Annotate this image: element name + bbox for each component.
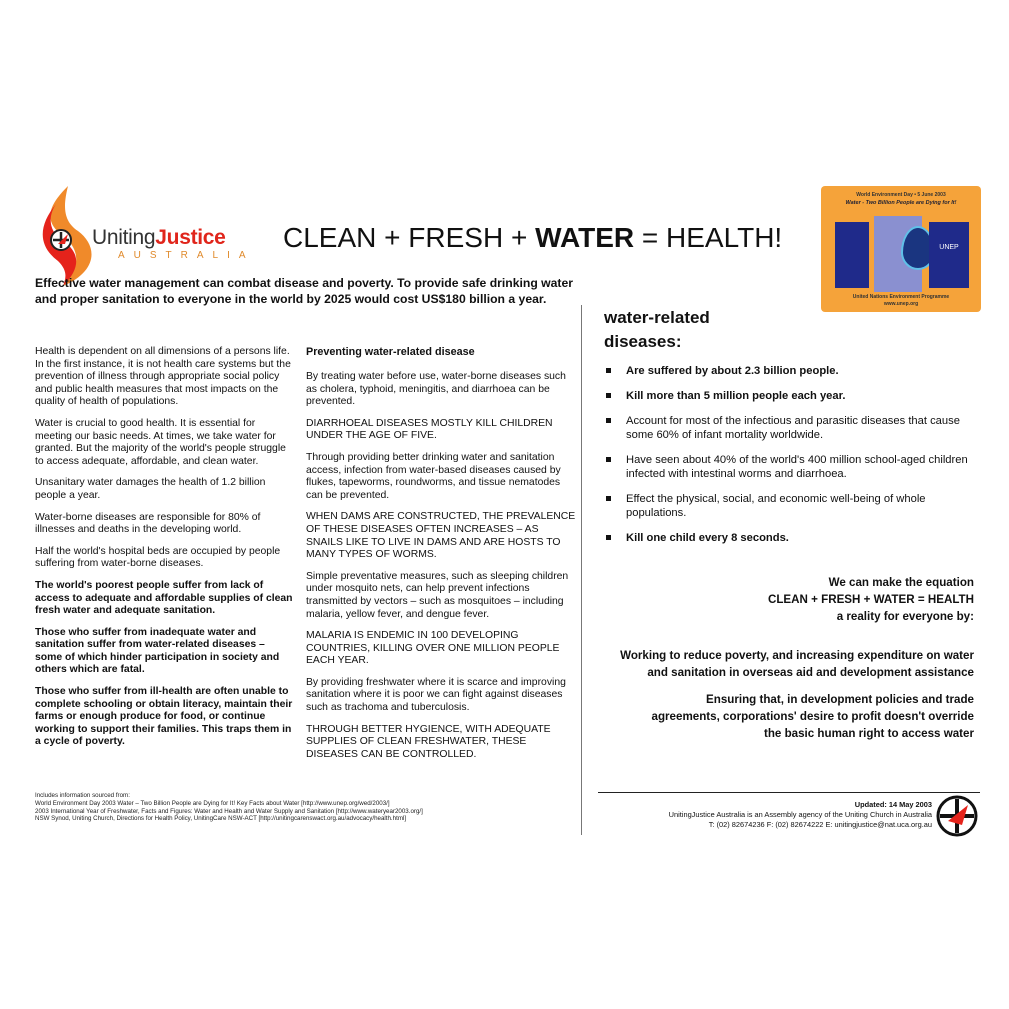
call-to-action: We can make the equation CLEAN + FRESH + WATER = HEALTH a reality for everyone by: Working to reduce poverty, and increasing expenditure on water and sanitation in overseas aid and development assistance Ensuring that, in development policies and trade agreements, corporations' desire to profit doesn't override the basic human right to access water <box>600 574 974 752</box>
left-column <box>35 346 293 758</box>
sources: Includes information sourced from: World Environment Day 2003 Water – Two Billion People are Dying for It! Key Facts about Water [http://www.unep.org/wed/2003/] 2003 International Year of Freshwater, Facts and Figures: Water and Health and Water Supply and Sanitation [http://www.wateryear2003.org/] NSW Synod, Uniting Church, Directions for Health Policy, UnitingCare NSW-ACT [http://unitingcarenswact.org.au/advocacy/health.html] <box>35 792 423 823</box>
paragraph: Water-borne diseases are responsible for 80% of illnesses and deaths in the developing world. <box>35 511 261 536</box>
intro-statement: Effective water management can combat disease and poverty. To provide safe drinking water and proper sanitation to everyone in the world by 2025 would cost US$180 billion a year. <box>35 276 573 306</box>
paragraph: By providing freshwater where it is scarce and improving sanitation where it is poor we can fight against diseases such as trachoma and tuberculosis. <box>306 676 566 714</box>
paragraph: Half the world's hospital beds are occupied by people suffering from water-borne diseases. <box>35 545 281 570</box>
paragraph: THROUGH BETTER HYGIENCE, WITH ADEQUATE SUPPLIES OF CLEAN FRESHWATER, THESE DISEASES CAN BE CONTROLLED. <box>306 723 551 760</box>
paragraph: Through providing better drinking water and sanitation access, infection from water-based diseases caused by flukes, tapeworms, roundworms, and tissue nematodes can be prevented. <box>306 451 561 501</box>
paragraph: Health is dependent on all dimensions of a persons life. In the first instance, it is not health care systems but the prevention of illness through appropriate social policy and public health measures that most impacts on the quality of health of populations. <box>35 346 291 408</box>
section-heading: Preventing water-related disease <box>306 346 475 358</box>
list-item: Have seen about 40% of the world's 400 million school-aged children infected with intestinal worms and diarrhoea. <box>606 453 976 481</box>
list-item: Account for most of the infectious and parasitic diseases that cause some 60% of infant mortality worldwide. <box>606 414 976 442</box>
column-divider <box>581 305 582 835</box>
paragraph: WHEN DAMS ARE CONSTRUCTED, THE PREVALENCE OF THESE DISEASES OFTEN INCREASES – AS SNAILS LIKE TO LIVE IN DAMS AND ARE HOSTS TO MANY TYPES OF WORMS. <box>306 511 576 561</box>
action-item: Working to reduce poverty, and increasing expenditure on water and sanitation in overseas aid and development assistance <box>620 649 974 679</box>
paragraph: DIARRHOEAL DISEASES MOSTLY KILL CHILDREN UNDER THE AGE OF FIVE. <box>306 417 553 442</box>
list-item: Kill more than 5 million people each year. <box>606 389 976 403</box>
world-environment-day-badge: World Environment Day • 5 June 2003 Water - Two Billion People are Dying for It! UNEP United Nations Environment Programme www.unep.org <box>821 186 981 312</box>
logo-wordmark: UnitingJustice <box>92 226 226 249</box>
flame-logo <box>38 186 98 286</box>
footer-divider <box>598 792 980 793</box>
list-item: Are suffered by about 2.3 billion people. <box>606 364 976 378</box>
paragraph: MALARIA IS ENDEMIC IN 100 DEVELOPING COUNTRIES, KILLING OVER ONE MILLION PEOPLE EACH YEAR. <box>306 630 560 667</box>
footer-contact: Updated: 14 May 2003 UnitingJustice Australia is an Assembly agency of the Uniting Church in Australia T: (02) 82674236 F: (02) 82674222 E: unitingjustice@nat.uca.org.au <box>668 800 932 829</box>
list-item: Kill one child every 8 seconds. <box>606 531 976 545</box>
paragraph: The world's poorest people suffer from lack of access to adequate and affordable supplies of clean fresh water and adequate sanitation. <box>35 579 293 617</box>
list-item: Effect the physical, social, and economic well-being of whole populations. <box>606 492 976 520</box>
paragraph: Those who suffer from inadequate water and sanitation suffer from water-related diseases – some of which hinder participation in society and others which are fatal. <box>35 626 280 676</box>
page-title: CLEAN + FRESH + WATER = HEALTH! <box>283 222 783 253</box>
right-section-title: water-related diseases: <box>604 308 710 351</box>
paragraph: Unsanitary water damages the health of 1.2 billion people a year. <box>35 477 266 501</box>
uniting-church-emblem-icon <box>936 795 978 842</box>
paragraph: Water is crucial to good health. It is essential for meeting our basic needs. At times, we take water for granted. But the majority of the world's people struggle to access adequate, affordable, and clean water. <box>35 417 286 467</box>
middle-column <box>306 346 576 770</box>
paragraph: Simple preventative measures, such as sleeping children under mosquito nets, can help prevent infections transmitted by vectors – such as mosquitoes – including malaria, yellow fever, and dengue fever. <box>306 570 569 620</box>
disease-facts-list <box>606 364 976 556</box>
paragraph: Those who suffer from ill-health are often unable to complete schooling or obtain literacy, maintain their farms or enough produce for food, or continue working to support their families. This traps them in a cycle of poverty. <box>35 686 293 748</box>
action-item: Ensuring that, in development policies and trade agreements, corporations' desire to profit doesn't override the basic human right to access water <box>651 693 974 740</box>
logo-subtitle: AUSTRALIA <box>118 250 255 261</box>
paragraph: By treating water before use, water-borne diseases such as cholera, typhoid, meningitis, and diarrhoea can be prevented. <box>306 371 566 408</box>
